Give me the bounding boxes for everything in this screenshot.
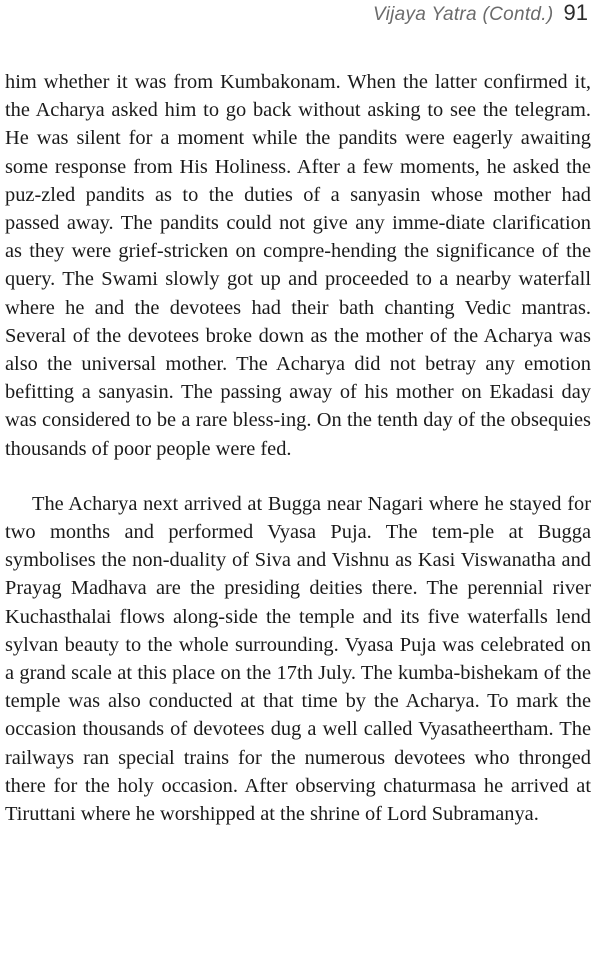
running-header — [373, 0, 588, 30]
paragraph-bugga: The Acharya next arrived at Bugga near Nagari where he stayed for two months and performed Vyasa Puja. The tem-ple at Bugga symbolises the non-duality of Siva and Vishnu as Kasi Viswanatha and Prayag Madhava are the presiding deities there. The perennial river Kuchasthalai flows along-side the temple and its five waterfalls lend sylvan beauty to the whole surrounding. Vyasa Puja was celebrated on a grand scale at this place on the 17th July. The kumba-bishekam of the temple was also conducted at that time by the Acharya. To mark the occasion thousands of devotees dug a well called Vyasatheertham. The railways ran special trains for the numerous devotees who thronged there for the holy occasion. After observing chaturmasa he arrived at Tiruttani where he worshipped at the shrine of Lord Subramanya. — [5, 492, 591, 826]
paragraph-continued: him whether it was from Kumbakonam. When the latter confirmed it, the Acharya asked him to go back without asking to see the telegram. He was silent for a moment while the pandits were eagerly awaiting some response from His Holiness. After a few moments, he asked the puz-zled pandits as to the duties of a sanyasin whose mother had passed away. The pandits could not give any imme-diate clarification as they were grief-stricken on compre-hending the significance of the query. The Swami slowly got up and proceeded to a nearby waterfall where he and the devotees had their bath chanting Vedic mantras. Several of the devotees broke down as the mother of the Acharya was also the universal mother. The Acharya did not betray any emotion befitting a sanyasin. The passing away of his mother on Ekadasi day was considered to be a rare bless-ing. On the tenth day of the obsequies thousands of poor people were fed. — [5, 71, 591, 460]
running-title: Vijaya Yatra (Contd.) — [372, 4, 554, 25]
page-number: 91 — [563, 0, 588, 25]
body-text — [5, 68, 591, 828]
